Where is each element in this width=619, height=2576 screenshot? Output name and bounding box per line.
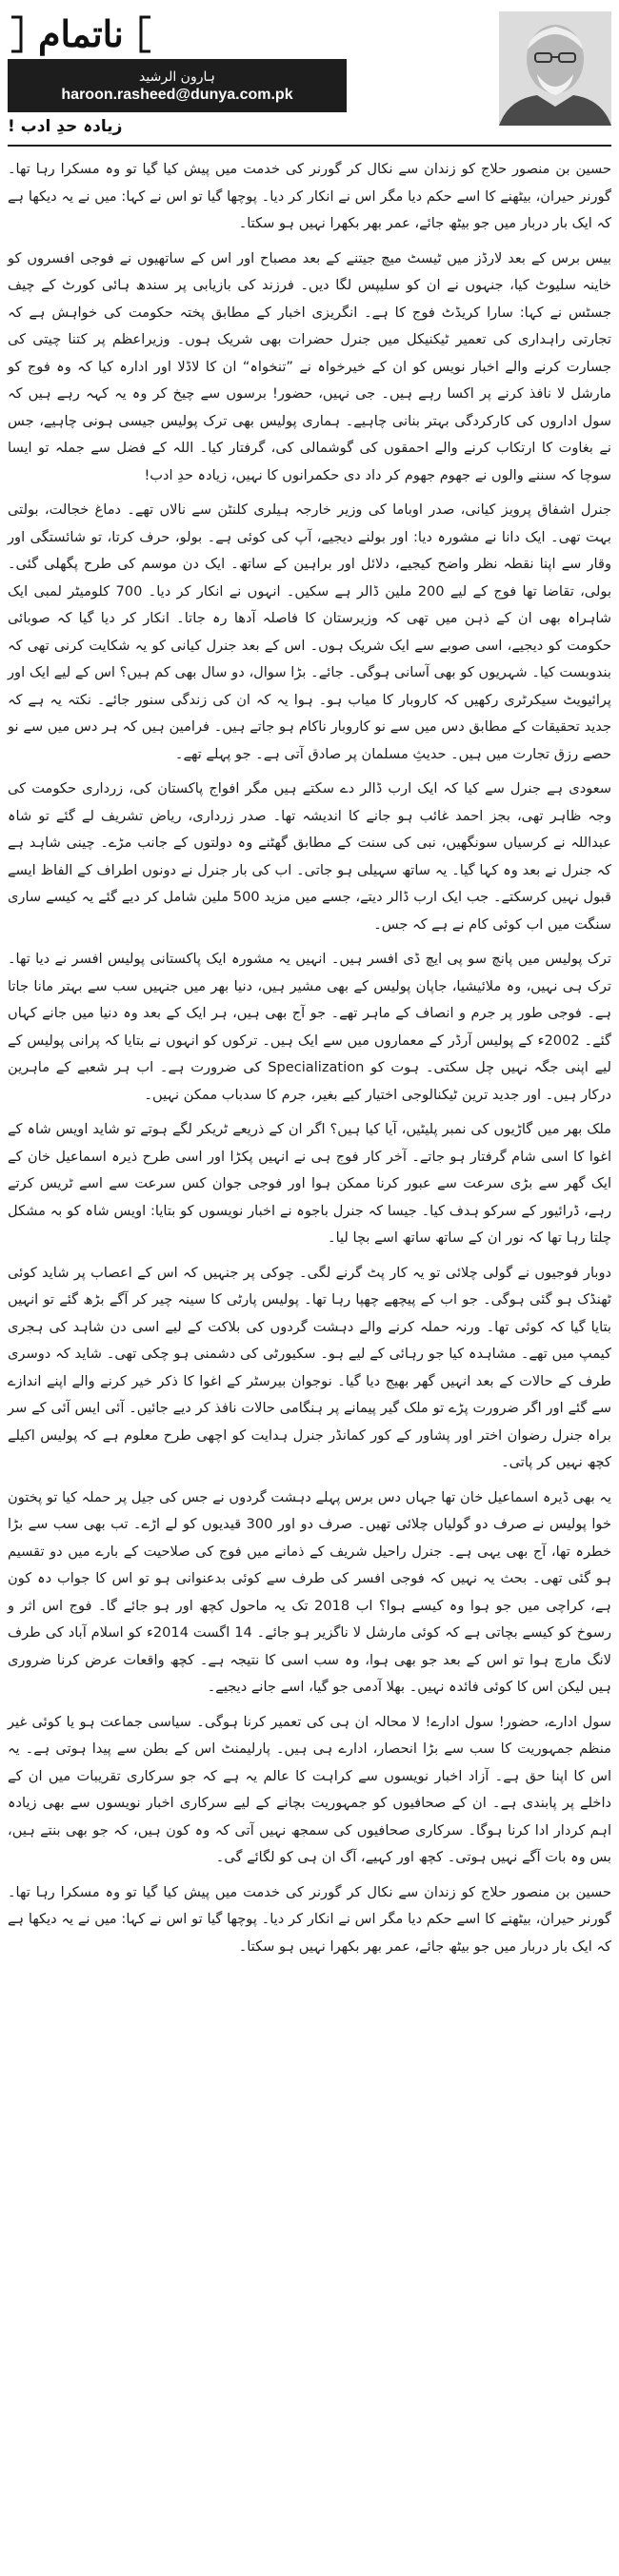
- author-name: ہارون الرشید: [139, 69, 215, 85]
- title-bracket-right-icon: [8, 13, 27, 55]
- column-headline: زیادہ حدِ ادب !: [8, 117, 123, 136]
- article-paragraph: یہ بھی ڈیرہ اسماعیل خان تھا جہاں دس برس پہلے دہشت گردوں نے جس کی جیل پر حملہ کیا تو پختون خوا پولیس نے صرف دو گولیاں چلائی تھیں۔ صرف دو اور 300 قیدیوں کو لے اڑے۔ تب بھی سب سے بڑا خطرہ تھا، آج بھی یہی ہے۔ جنرل راحیل شریف کے ذمانے میں فوج کی صلاحیت کے بارے میں دو تقسیم ہو گئی تھی۔ بحث یہ نہیں کہ فوجی افسر کی طرف سے کوئی بدعنوانی ہو تو اس کا جواب دہ کون ہے، کراچی میں جو ہوا وہ کیسے ہوا؟ اب 2018 تک یہ ماحول کچھ اور ہو جائے گا۔ فوج اس اثر و رسوخ کو کیسے بچاتی ہے کہ کوئی مارشل لا ناگزیر ہو جائے۔ 14 اگست 2014ء کو اسلام آباد کی طرف لانگ مارچ ہوا تو اس کے بعد جو بھی ہوا، وہ سب اسی کا نتیجہ ہے۔ کچھ واقعات عرض کرنا ضروری ہیں لیکن اس کا کوئی فائدہ نہیں۔ بھلا آدمی جو گیا، اسے جانے دیجیے۔: [8, 1488, 611, 1695]
- article-body: [8, 156, 611, 1960]
- author-portrait-icon: [499, 11, 611, 126]
- article-paragraph: حسین بن منصور حلاج کو زندان سے نکال کر گورنر کی خدمت میں پیش کیا گیا تو وہ مسکرا رہا تھا۔ گورنر حیران، بیٹھنے کا اسے حکم دیا مگر اس نے انکار کر دیا۔ پوچھا گیا تو اس نے کہا: میں نے یہ دیکھا ہے کہ ایک بار دربار میں جو بیٹھ جائے، عمر بھر بکھرا نہیں ہو سکتا۔: [8, 161, 611, 231]
- column-brand-area: [8, 6, 495, 141]
- article-paragraph: حسین بن منصور حلاج کو زندان سے نکال کر گورنر کی خدمت میں پیش کیا گیا تو وہ مسکرا رہا تھا۔ گورنر حیران، بیٹھنے کا اسے حکم دیا مگر اس نے انکار کر دیا۔ پوچھا گیا تو اس نے کہا: میں نے یہ دیکھا ہے کہ ایک بار دربار میں جو بیٹھ جائے، عمر بھر بکھرا نہیں ہو سکتا۔: [8, 1883, 611, 1955]
- column-title: ناتمام: [38, 12, 124, 55]
- article-paragraph: ملک بھر میں گاڑیوں کی نمبر پلیٹیں، آیا کیا ہیں؟ اگر ان کے ذریعے ٹریکر لگے ہوتے تو شاید اویس شاہ کے اغوا کا اسی شام گرفتار ہو جاتے۔ آخر کار فوج ہی نے انہیں پکڑا اور اسی طرح ذیرہ اسماعیل خان کے ایک گھر سے بڑی سرعت سے عبور کرنا ممکن ہوا اور فوجی جوان کس سرعت سے اسے ٹریس کرتے رہے، ڈرائیور کے سرکو ہدف کیا۔ جیسا کہ جنرل باجوہ نے اخبار نویسوں کو بتایا: اویس شاہ کو بہ مشکل چلتا رہا تھا کہ نور ان کے ساتھ ساتھ اسے بچا لیا۔: [8, 1121, 611, 1246]
- header-divider: [8, 145, 611, 147]
- author-box: [8, 59, 347, 112]
- author-portrait: [499, 11, 611, 126]
- article-paragraph: سعودی ہے جنرل سے کیا کہ ایک ارب ڈالر دے سکتے ہیں مگر افواج پاکستان کی، زرداری حکومت کی وجہ ظاہر تھی، بجز احمد غائب ہو جانے کا اندیشہ تھا۔ صدر زرداری، ریاض تشریف لے گئے تو شاہ عبداللہ نے کرسیاں سونگھیں، نبی کی سنت کے مطابق گھٹنے وہ دولتوں کے جانب مڑے۔ چینی شاہد ہے کہ جنرل نے بعد وہ کہا گیا۔ یہ ساتھ سہیلی ہو جاتی۔ اب کی بار جنرل نے دونوں اطراف کے الفاظ ایسے قبول نہیں کرسکتے۔ جب ایک ارب ڈالر دیتے، جسے میں مزید 500 ملین شامل کر دیے گئے یہ کیسے ساری سنگت میں اب کوئی کام نے ہے کہ جس۔: [8, 780, 611, 933]
- article-paragraph: ترک پولیس میں پانچ سو پی ایچ ڈی افسر ہیں۔ انہیں یہ مشورہ ایک پاکستانی پولیس افسر نے دیا تھا۔ ترک ہی نہیں، وہ ملائیشیا، جاپان پولیس کے بھی مشیر ہیں، دنیا بھر میں جنہیں سب سے بہتر مانا جاتا ہے۔ فوجی طور پر جرم و انصاف کے ماہر تھے۔ جو آج بھی ہیں، ہر ایک کے بعد وہ دنیا میں جانے کہاں گئے۔ 2002ء کے پولیس آرڈر کے معماروں میں سے ایک ہیں۔ ترکوں کو انہوں نے بتایا کہ پرانی پولیس کے لیے اپنی جگہ نہیں چل سکتی۔ ہوت کو Specialization کی ضرورت ہے۔ اب ہر شعبے کے ماہرین درکار ہیں۔ اور جدید ترین ٹیکنالوجی اختیار کیے بغیر، جرم کا سدباب ممکن نہیں۔: [8, 951, 612, 1103]
- article-paragraph: دوبار فوجیوں نے گولی چلائی تو یہ کار پٹ گرنے لگی۔ چوکی پر جنہیں کہ اس کے اعصاب پر شاید کوئی ٹھنڈک ہو گئی ہوگی۔ جو اب کے پیچھے چھپا رہا تھا۔ پولیس پارٹی کا سینہ چیر کر آگے بڑھ گئے تو انہیں بتایا گیا کہ کوئی تھا۔ ورنہ حملہ کرنے والے دہشت گردوں کی بلاکت کے لیے اسی دن شاہد کی ہجری کیمپ میں تھے۔ مشاہدہ کیا جو رہائی کے لیے ہو۔ سکیورٹی کی دشمنی ہو چکی تھی۔ شاید کہ دوسری طرف کے حالات کے بعد انہیں گھر بھیج دیا گیا۔ نوجوان بیرسٹر کے اغوا کا ذکر خیر کرنے والے اپنے اندازے سے گئے اور اگر ضرورت پڑے تو ملک گیر پیمانے پر ہنگامی حالات نافذ کر دیے جائیں۔ آئی ایس آئی کے سر براہ جنرل رضوان اختر اور پشاور کے کور کمانڈر جنرل ہدایت کو اچھی طرح معلوم ہے کہ پولیس اکیلے کچھ نہیں کر پاتی۔: [8, 1264, 611, 1470]
- article-paragraph: بیس برس کے بعد لارڈز میں ٹیسٹ میچ جیتنے کے بعد مصباح اور اس کے ساتھیوں نے فوجی افسروں کو خاینہ سلیوٹ کیا، جنہوں نے ان کو سلیپس لگا دیں۔ فرزند کی بازیابی پر سندھ ہائی کورٹ کے چیف جسٹس نے کہا: سارا کریڈٹ فوج کا ہے۔ انگریزی اخبار کے مطابق پختہ حکومت کی خواہش ہے کہ تجارتی راہداری کی تعمیر ٹیکنیکل میں جنرل حضرات بھی شریک ہوں۔ وزیراعظم پر کتنا چیتی کی جسارت کرنے والے اخبار نویس کو ان کے خیرخواہ نے ”تنخواہ“ ان کا لاڈلا اور ادارہ کیا کہ وہ فوج کو مارشل لا نافذ کرنے پر اکسا رہے ہیں۔ جی نہیں، حضور! برسوں سے چیخ کر وہ یہ کہہ رہے ہیں کہ سول اداروں کی کارکردگی بہتر بنانی چاہیے۔ ہماری پولیس بھی ترک پولیس جیسی ہونی چاہیے، جس نے بغاوت کا ارتکاب کرنے والے احمقوں کی گوشمالی کی، گرفتار کیا۔ اللہ کے فضل سے جملہ تو ایسا سوچا کہ سننے والوں نے جھوم جھوم کر داد دی حکمرانوں کا نہیں، زیادہ حدِ ادب!: [8, 249, 611, 483]
- title-bracket-left-icon: [135, 13, 154, 55]
- column-title-block: [8, 13, 427, 55]
- article-paragraph: سول ادارے، حضور! سول ادارے! لا محالہ ان ہی کی تعمیر کرنا ہوگی۔ سیاسی جماعت ہو یا کوئی غیر منظم جمہوریت کا سب سے بڑا انحصار، ادارے ہی ہیں۔ پارلیمنٹ اس کے بطن سے پیدا ہوتی ہے۔ یہ اس کا اپنا حق ہے۔ آزاد اخبار نویسوں سے کراہت کا عالم یہ ہے کہ جو سرکاری تقریبات میں ان کے داخلے پر پابندی ہے۔ ان کے صحافیوں کو جمہوریت بچانے کے لیے سرکاری اخبار نویسوں سے بھی زیادہ اہم کردار ادا کرنا ہوگا۔ سرکاری صحافیوں کی سمجھ نہیں آتی کہ وہ کون ہیں، کہ جو بھی بنتے ہیں، بس وہ بات آگے نہیں ہوتی۔ کچھ اور کہیے، آگ ان ہی کو لگائے گی۔: [8, 1713, 611, 1865]
- column-masthead: [8, 6, 611, 141]
- author-email[interactable]: haroon.rasheed@dunya.com.pk: [61, 87, 293, 103]
- article-paragraph: جنرل اشفاق پرویز کیانی، صدر اوباما کی وزیر خارجہ ہیلری کلنٹن سے نالاں تھے۔ دماغ خجالت، بولتی بہت تھی۔ ایک دانا نے مشورہ دیا: اور بولنے دیجیے، آپ کی کوئی ہے۔ بولو، حرف کرتا، تو شائستگی اور وقار سے اپنا نقطہ نظر واضح کیجیے، دلائل اور براہین کے ساتھ۔ ایک دن موسم کی طرح پگھلی گئی۔ بولی، تقاضا تھا فوج کے لیے 200 ملین ڈالر ہے سکیں۔ انہوں نے انکار کر دیا۔ 700 کلومیٹر لمبی ایک شاہراہ بھی ان کے ذہن میں تھی کہ وزیرستان کا فاصلہ آدھا رہ جاتا۔ انکار کر دیا گیا کہ صوبائی حکومت کو دیجیے، اسی صوبے سے ایک شریک ہوں۔ اس کے بعد جنرل کیانی کو یہ شکایت کرنی تھی کہ بندوبست کیا۔ شہریوں کو بھی آسانی ہوگی۔ جائے۔ بڑا سوال، دو سال بھی کم ہیں؟ اس کے لیے ایک اور پرائیویٹ سیکرٹری رکھیں کہ کاروبار کا میاب ہو۔ ہوا یہ کہ ان کی زندگی سنور جائے۔ نکتہ یہ ہے کہ جدید تحقیقات کے مطابق دس میں سے نو کاروبار ناکام ہو جاتے ہیں۔ فرامین ہیں کہ ہر دس میں سے نو حصے رزق تجارت میں ہیں۔ حدیثِ مسلمان پر صادق آتی ہے۔ جو پہلے تھے۔: [8, 501, 611, 762]
